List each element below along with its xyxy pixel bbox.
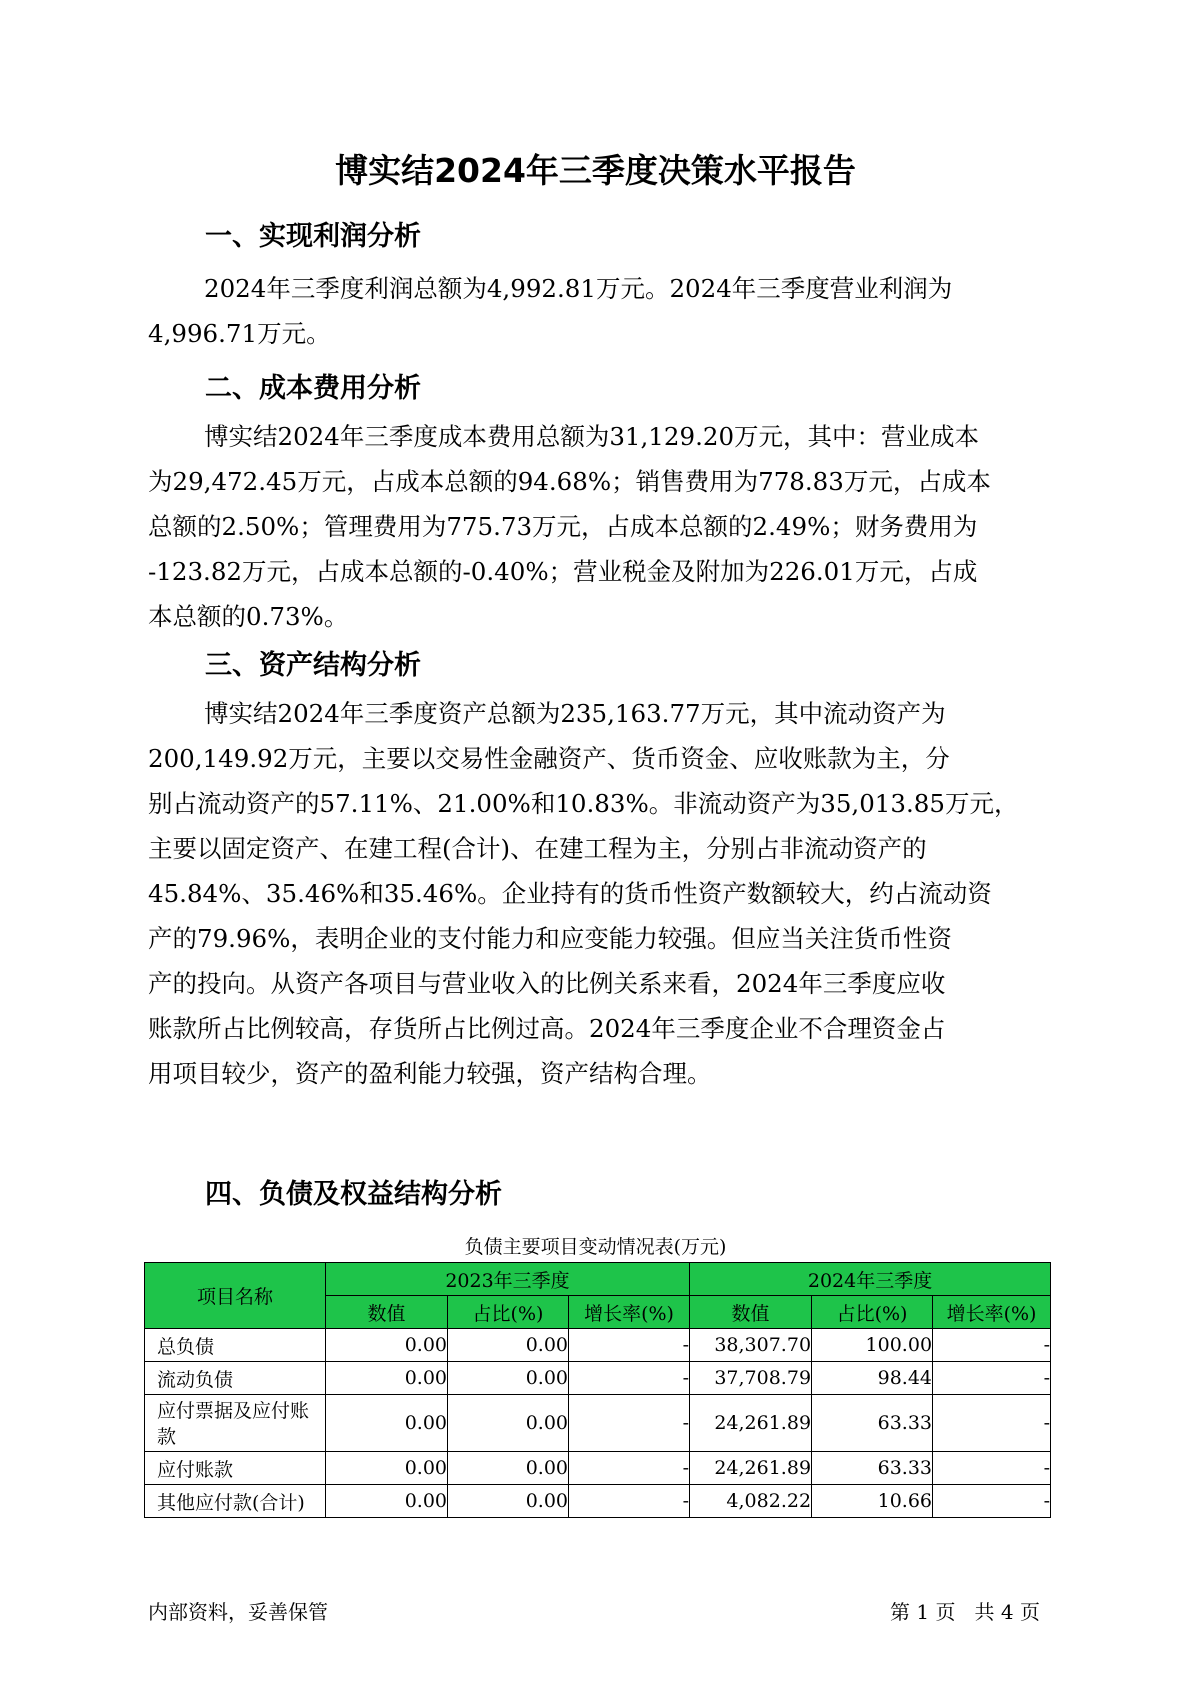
footer-confidential-note: 内部资料，妥善保管 bbox=[148, 1600, 328, 1624]
table-cell: - bbox=[933, 1362, 1051, 1395]
paragraph-line: 45.84%、35.46%和35.46%。企业持有的货币性资产数额较大，约占流动资 bbox=[148, 879, 992, 908]
column-header: 占比(%) bbox=[812, 1296, 933, 1329]
column-group-2023q3: 2023年三季度 bbox=[326, 1263, 690, 1296]
table-row bbox=[145, 1329, 1051, 1362]
column-header: 数值 bbox=[690, 1296, 812, 1329]
column-header: 数值 bbox=[326, 1296, 448, 1329]
page-title: 博实结2024年三季度决策水平报告 bbox=[335, 151, 856, 190]
table-row bbox=[145, 1452, 1051, 1485]
table-cell: 100.00 bbox=[812, 1329, 933, 1362]
table-cell: 63.33 bbox=[812, 1395, 933, 1452]
column-header: 增长率(%) bbox=[569, 1296, 690, 1329]
table-cell: 0.00 bbox=[448, 1452, 569, 1485]
paragraph-line: 产的投向。从资产各项目与营业收入的比例关系来看，2024年三季度应收 bbox=[148, 969, 946, 998]
table-cell: 0.00 bbox=[448, 1395, 569, 1452]
paragraph-line: 总额的2.50%；管理费用为775.73万元，占成本总额的2.49%；财务费用为 bbox=[148, 512, 978, 541]
paragraph-line: 账款所占比例较高，存货所占比例过高。2024年三季度企业不合理资金占 bbox=[148, 1014, 946, 1043]
section-heading-profit: 一、实现利润分析 bbox=[205, 221, 421, 252]
table-cell: 24,261.89 bbox=[690, 1452, 812, 1485]
section-body-assets bbox=[148, 691, 1048, 1096]
row-label: 总负债 bbox=[145, 1329, 326, 1362]
paragraph-line: 用项目较少，资产的盈利能力较强，资产结构合理。 bbox=[148, 1059, 712, 1088]
paragraph-line: 博实结2024年三季度成本费用总额为31,129.20万元，其中：营业成本 bbox=[204, 422, 980, 451]
table-cell: - bbox=[933, 1485, 1051, 1518]
paragraph-line: 4,996.71万元。 bbox=[148, 319, 331, 348]
column-header-name: 项目名称 bbox=[145, 1263, 326, 1329]
section-body-cost bbox=[148, 414, 1048, 639]
table-cell: 0.00 bbox=[326, 1485, 448, 1518]
row-label: 应付账款 bbox=[145, 1452, 326, 1485]
row-label: 流动负债 bbox=[145, 1362, 326, 1395]
paragraph-line: 本总额的0.73%。 bbox=[148, 602, 349, 631]
table-cell: - bbox=[933, 1452, 1051, 1485]
table-cell: 38,307.70 bbox=[690, 1329, 812, 1362]
table-row bbox=[145, 1485, 1051, 1518]
paragraph-line: 2024年三季度利润总额为4,992.81万元。2024年三季度营业利润为 bbox=[204, 274, 953, 303]
section-heading-assets: 三、资产结构分析 bbox=[205, 650, 421, 681]
table-cell: 4,082.22 bbox=[690, 1485, 812, 1518]
table-cell: - bbox=[933, 1395, 1051, 1452]
table-cell: 0.00 bbox=[326, 1329, 448, 1362]
table-cell: - bbox=[569, 1329, 690, 1362]
table-cell: 37,708.79 bbox=[690, 1362, 812, 1395]
paragraph-line: -123.82万元，占成本总额的-0.40%；营业税金及附加为226.01万元，占成 bbox=[148, 557, 978, 586]
table-cell: 24,261.89 bbox=[690, 1395, 812, 1452]
table-cell: 0.00 bbox=[326, 1362, 448, 1395]
section-body-profit bbox=[148, 266, 1048, 356]
table-row bbox=[145, 1395, 1051, 1452]
table-cell: 10.66 bbox=[812, 1485, 933, 1518]
column-group-2024q3: 2024年三季度 bbox=[690, 1263, 1051, 1296]
row-label: 其他应付款(合计) bbox=[145, 1485, 326, 1518]
footer-page-number: 第 1 页 共 4 页 bbox=[890, 1600, 1040, 1624]
table-cell: 0.00 bbox=[448, 1362, 569, 1395]
table-cell: 98.44 bbox=[812, 1362, 933, 1395]
table-cell: - bbox=[569, 1362, 690, 1395]
table-cell: 63.33 bbox=[812, 1452, 933, 1485]
table-cell: 0.00 bbox=[448, 1485, 569, 1518]
table-cell: 0.00 bbox=[326, 1452, 448, 1485]
liabilities-table bbox=[144, 1262, 1051, 1518]
table-cell: - bbox=[933, 1329, 1051, 1362]
column-header: 占比(%) bbox=[448, 1296, 569, 1329]
section-heading-liabilities: 四、负债及权益结构分析 bbox=[205, 1179, 502, 1210]
table-cell: 0.00 bbox=[448, 1329, 569, 1362]
table-cell: - bbox=[569, 1452, 690, 1485]
paragraph-line: 产的79.96%，表明企业的支付能力和应变能力较强。但应当关注货币性资 bbox=[148, 924, 952, 953]
paragraph-line: 博实结2024年三季度资产总额为235,163.77万元，其中流动资产为 bbox=[204, 699, 946, 728]
table-header-row bbox=[145, 1263, 1051, 1296]
paragraph-line: 主要以固定资产、在建工程(合计)、在建工程为主，分别占非流动资产的 bbox=[148, 834, 927, 863]
table-row bbox=[145, 1362, 1051, 1395]
table-cell: - bbox=[569, 1395, 690, 1452]
paragraph-line: 别占流动资产的57.11%、21.00%和10.83%。非流动资产为35,013.85万元， bbox=[148, 789, 1019, 818]
paragraph-line: 200,149.92万元，主要以交易性金融资产、货币资金、应收账款为主，分 bbox=[148, 744, 950, 773]
table-cell: - bbox=[569, 1485, 690, 1518]
row-label: 应付票据及应付账款 bbox=[145, 1395, 326, 1452]
table-caption: 负债主要项目变动情况表(万元) bbox=[464, 1236, 727, 1258]
paragraph-line: 为29,472.45万元，占成本总额的94.68%；销售费用为778.83万元，占成本 bbox=[148, 467, 991, 496]
table-cell: 0.00 bbox=[326, 1395, 448, 1452]
column-header: 增长率(%) bbox=[933, 1296, 1051, 1329]
section-heading-cost: 二、成本费用分析 bbox=[205, 373, 421, 404]
